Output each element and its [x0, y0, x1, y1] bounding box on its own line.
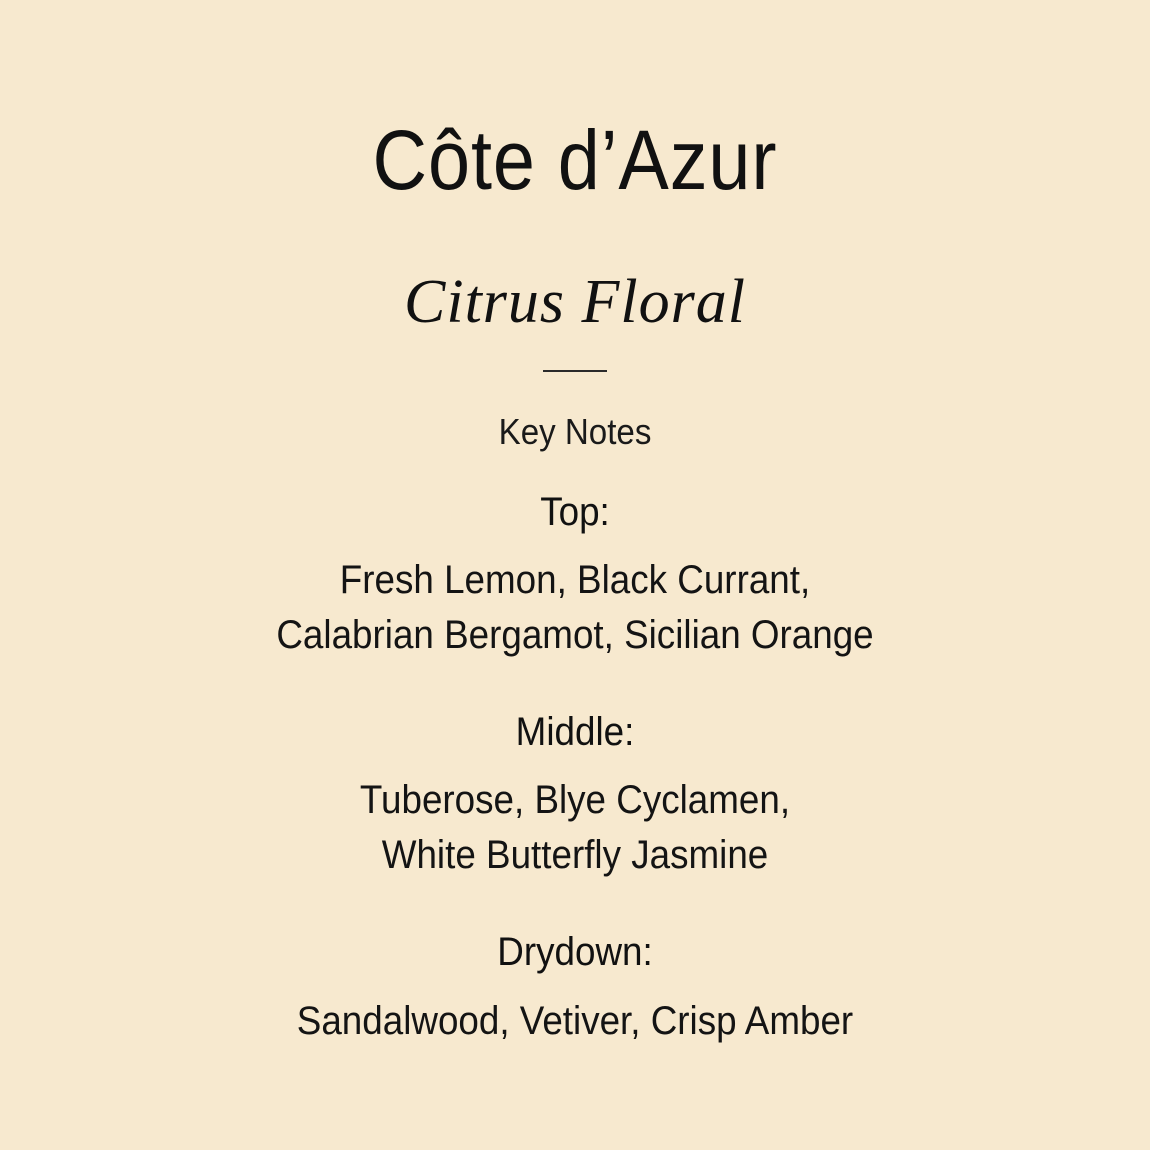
middle-note-line-2: White Butterfly Jasmine — [381, 833, 769, 877]
drydown-note-line-1: Sandalwood, Vetiver, Crisp Amber — [296, 999, 854, 1043]
key-notes-label: Key Notes — [498, 411, 652, 452]
top-notes-heading: Top: — [540, 490, 610, 534]
middle-notes-list — [46, 773, 1104, 883]
drydown-notes-heading: Drydown: — [497, 930, 653, 974]
top-notes-list — [46, 553, 1104, 663]
middle-note-line-1: Tuberose, Blye Cyclamen, — [359, 778, 791, 822]
fragrance-family: Citrus Floral — [403, 268, 746, 336]
top-note-line-1: Fresh Lemon, Black Currant, — [339, 558, 811, 602]
middle-notes-heading: Middle: — [515, 710, 635, 754]
top-note-line-2: Calabrian Bergamot, Sicilian Orange — [276, 613, 874, 657]
drydown-notes-list — [46, 994, 1104, 1049]
section-divider — [543, 370, 607, 372]
fragrance-title: Côte d’Azur — [372, 113, 778, 207]
